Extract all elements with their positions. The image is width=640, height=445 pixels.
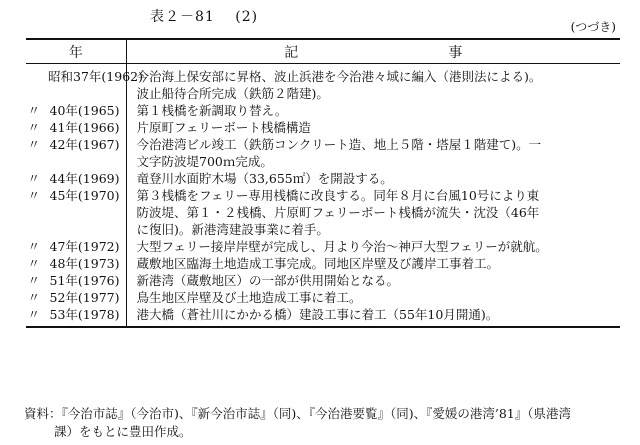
event-line: 蔵敷地区臨海土地造成工事完成。同地区岸壁及び護岸工事着工。 [136, 256, 500, 271]
table-caption: 表２－81 (2) [150, 9, 259, 25]
event-cell [126, 289, 620, 306]
event-cell [126, 255, 620, 272]
ditto-mark: 〃 [27, 171, 41, 186]
year-cell [26, 289, 126, 306]
table-body [26, 64, 620, 327]
year-cell [26, 187, 126, 238]
table-row [26, 255, 620, 272]
year-cell [26, 119, 126, 136]
header-row [26, 40, 620, 64]
chronology-table [26, 40, 620, 326]
table-row [26, 170, 620, 187]
source-line-1: 資料：『今治市誌』（今治市)、『新今治市誌』（同)、『今治港要覧』（同)、『愛媛の港湾’81』（県港湾 [24, 406, 572, 421]
event-line: 文字防波堤700ｍ完成。 [136, 154, 273, 169]
event-line: 新港湾（蔵敷地区）の一部が供用開始となる。 [136, 273, 400, 288]
event-cell [126, 272, 620, 289]
event-cell [126, 64, 620, 103]
event-line: 片原町フェリーボート桟橋構造 [136, 120, 311, 135]
event-column-header [126, 40, 620, 64]
chronology-table-container [26, 38, 620, 328]
year-column-header: 年 [26, 40, 126, 64]
ditto-mark: 〃 [27, 103, 41, 118]
event-header-char-1: 記 [284, 44, 299, 61]
year-text: 51年(1976) [49, 273, 120, 288]
event-line: 防波堤、第１・２桟橋、片原町フェリーボート桟橋が流失・沈没（46年 [136, 205, 540, 220]
table-row [26, 64, 620, 103]
table-row [26, 306, 620, 326]
event-line: 港大橋（蒼社川にかかる橋）建設工事に着工（55年10月開通)。 [136, 307, 499, 322]
event-line: 波止船待合所完成（鉄筋２階建)。 [136, 86, 329, 101]
year-text: 47年(1972) [49, 239, 120, 254]
continued-label: (つづき) [570, 20, 616, 34]
ditto-mark: 〃 [27, 307, 41, 322]
ditto-mark: 〃 [27, 239, 41, 254]
year-text: 48年(1973) [49, 256, 120, 271]
ditto-mark: 〃 [27, 120, 41, 135]
year-text: 41年(1966) [49, 120, 120, 135]
year-cell [26, 272, 126, 289]
event-cell [126, 119, 620, 136]
event-cell [126, 136, 620, 170]
event-line: に復旧)。新港湾建設事業に着手。 [136, 222, 329, 237]
event-cell [126, 238, 620, 255]
year-cell [26, 170, 126, 187]
event-cell [126, 187, 620, 238]
event-cell [126, 102, 620, 119]
year-cell [26, 306, 126, 326]
year-text: 45年(1970) [49, 188, 120, 203]
year-text: 昭和37年(1962) [48, 69, 143, 84]
ditto-mark: 〃 [27, 188, 41, 203]
year-cell [26, 102, 126, 119]
ditto-mark: 〃 [27, 290, 41, 305]
event-line: 今治海上保安部に昇格、波止浜港を今治港々域に編入（港則法による)。 [136, 69, 542, 84]
year-cell [26, 64, 143, 103]
table-row [26, 272, 620, 289]
table-row [26, 119, 620, 136]
event-line: 第３桟橋をフェリー専用桟橋に改良する。同年８月に台風10号により東 [136, 188, 540, 203]
table-row [26, 102, 620, 119]
event-header-char-2: 事 [448, 44, 463, 61]
table-row [26, 238, 620, 255]
source-line-2: 課）をもとに豊田作成。 [54, 424, 192, 439]
year-text: 40年(1965) [49, 103, 120, 118]
source-note [24, 405, 624, 441]
table-row [26, 187, 620, 238]
event-line: 今治港湾ビル竣工（鉄筋コンクリート造、地上５階・塔屋１階建て)。一 [136, 137, 542, 152]
event-line: 鳥生地区岸壁及び土地造成工事に着工。 [136, 290, 362, 305]
event-line: 第１桟橋を新調取り替え。 [136, 103, 288, 118]
event-line: 大型フェリー接岸岸壁が完成し、月より今治～神戸大型フェリーが就航。 [136, 239, 548, 254]
table-row [26, 136, 620, 170]
year-text: 44年(1969) [49, 171, 120, 186]
year-text: 53年(1978) [49, 307, 120, 322]
ditto-mark: 〃 [27, 256, 41, 271]
year-cell [26, 238, 126, 255]
ditto-mark: 〃 [27, 273, 41, 288]
year-cell [26, 255, 126, 272]
year-text: 52年(1977) [49, 290, 120, 305]
year-cell [26, 136, 126, 170]
event-line: 竜登川水面貯木場（33,655㎡）を開設する。 [136, 171, 393, 186]
event-cell [126, 306, 620, 326]
table-row [26, 289, 620, 306]
event-cell [126, 170, 620, 187]
ditto-mark: 〃 [27, 137, 41, 152]
year-text: 42年(1967) [49, 137, 120, 152]
